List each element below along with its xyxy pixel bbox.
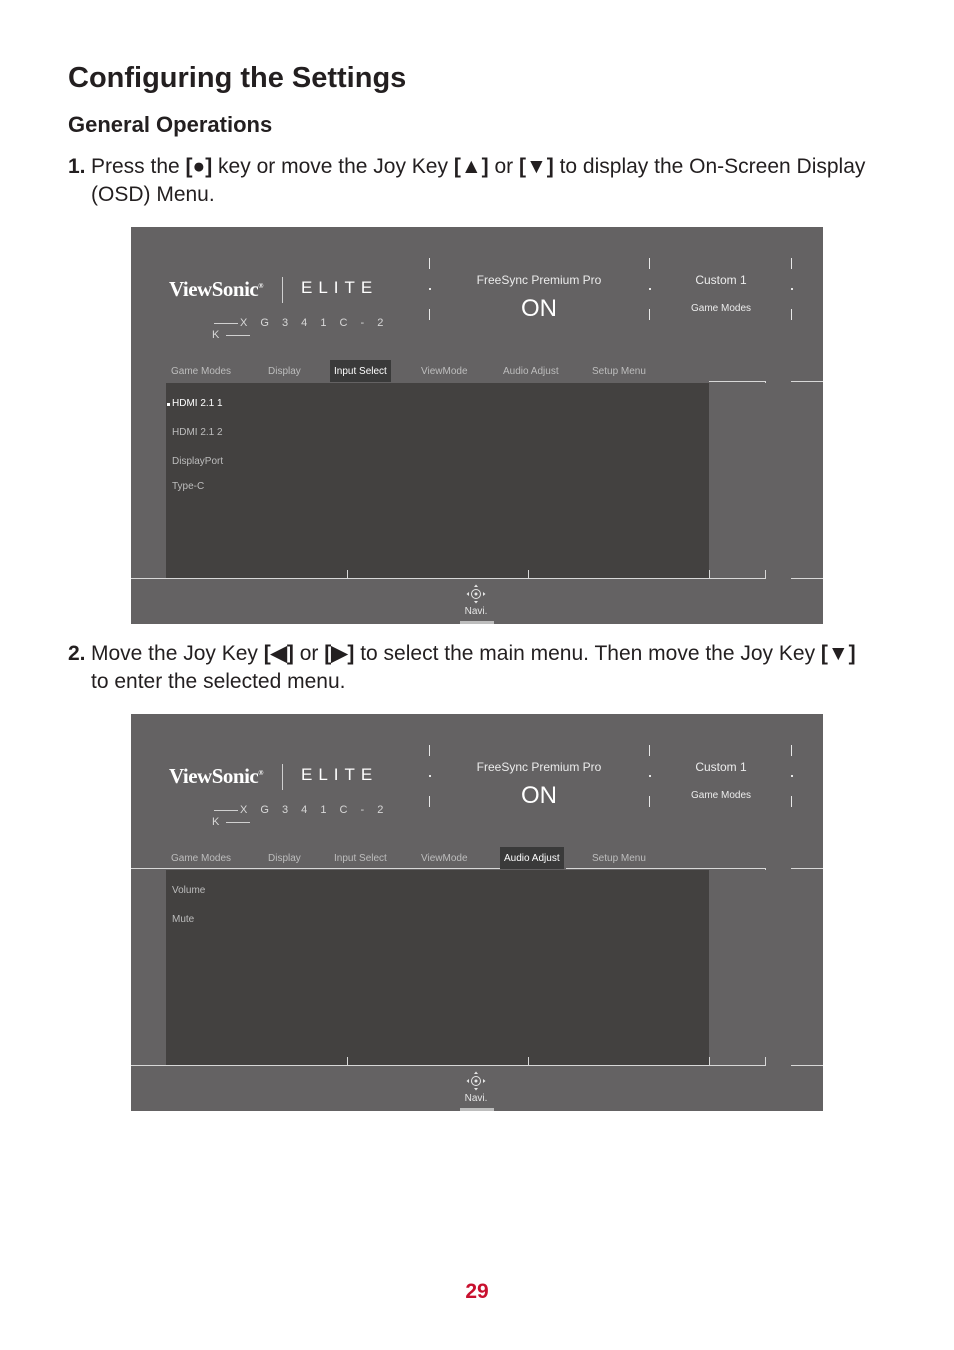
key-up-symbol: [▲] (453, 155, 489, 178)
menu-tick (528, 570, 529, 579)
submenu-side-panel (709, 870, 766, 1065)
step-text-part: Press the (91, 155, 186, 178)
submenu-side-panel (709, 383, 766, 578)
tab-display[interactable]: Display (268, 366, 301, 377)
input-hdmi-2-1-2[interactable]: HDMI 2.1 2 (172, 427, 223, 438)
divider (791, 745, 792, 756)
divider (791, 796, 792, 807)
tab-audio-adjust[interactable]: Audio Adjust (503, 366, 559, 377)
key-right-symbol: [▶] (324, 642, 355, 665)
viewsonic-elite-logo (169, 764, 394, 828)
key-down-symbol: [▼] (820, 642, 856, 665)
tab-audio-adjust[interactable]: Audio Adjust (500, 847, 564, 869)
game-mode-value: Custom 1 (695, 273, 747, 287)
section-title: General Operations (68, 112, 273, 137)
menu-rule (791, 1065, 823, 1066)
page-title: Configuring the Settings (68, 62, 407, 94)
audio-volume[interactable]: Volume (172, 885, 206, 896)
divider-dot (649, 288, 651, 290)
osd-main-menu-tabs (131, 360, 823, 382)
step-text-part: Move the Joy Key (91, 642, 264, 665)
model-number: X G 3 4 1 C - 2 K (212, 804, 394, 828)
key-ok-symbol: [●] (185, 155, 213, 178)
step-text-part: or (293, 642, 325, 665)
menu-rule (709, 381, 766, 382)
step-text-part: key or move the Joy Key (212, 155, 454, 178)
navi-label: Navi. (464, 606, 488, 617)
step-text-part: or (488, 155, 519, 178)
freesync-value: ON (521, 782, 557, 809)
osd-bottom-bar (131, 1067, 823, 1111)
submenu-panel (166, 383, 709, 578)
step-text-part: to enter the selected menu. (91, 670, 346, 693)
model-number: X G 3 4 1 C - 2 K (212, 317, 394, 341)
menu-rule (791, 381, 823, 382)
key-left-symbol: [◀] (263, 642, 294, 665)
menu-rule (791, 868, 823, 869)
divider-dot (429, 775, 431, 777)
page-number: 29 (465, 1280, 489, 1303)
tab-game-modes[interactable]: Game Modes (171, 366, 232, 377)
menu-tick (765, 1057, 766, 1066)
menu-rule (131, 578, 766, 579)
menu-rule (791, 578, 823, 579)
navi-underline (460, 621, 494, 624)
step-text (68, 640, 868, 696)
step-text (68, 153, 868, 209)
step-text-part: to display the On-Screen Display (OSD) Menu. (91, 155, 866, 206)
joystick-navigation-icon (466, 584, 486, 604)
step-text-part: to select the main menu. Then move the Joy Key (354, 642, 821, 665)
input-displayport[interactable]: DisplayPort (172, 456, 224, 467)
osd-screenshot-input-select (131, 227, 823, 624)
step-1 (68, 153, 868, 209)
game-mode-label: Game Modes (690, 303, 752, 314)
input-hdmi-2-1-1[interactable]: HDMI 2.1 1 (172, 398, 223, 409)
freesync-label: FreeSync Premium Pro (476, 273, 602, 287)
tab-input-select[interactable]: Input Select (334, 853, 387, 864)
navi-underline (460, 1108, 494, 1111)
joystick-navigation-icon (466, 1071, 486, 1091)
menu-rule (131, 1065, 766, 1066)
game-mode-value: Custom 1 (695, 760, 747, 774)
tab-input-select[interactable]: Input Select (330, 360, 391, 382)
audio-mute[interactable]: Mute (172, 914, 195, 925)
menu-tick (765, 570, 766, 579)
logo-divider (282, 277, 283, 303)
menu-tick (347, 570, 348, 579)
elite-wordmark: ELITE (301, 278, 379, 297)
input-type-c[interactable]: Type-C (172, 481, 205, 492)
divider (429, 258, 430, 269)
submenu-panel (166, 870, 709, 1065)
game-mode-label: Game Modes (690, 790, 752, 801)
menu-tick (347, 1057, 348, 1066)
tab-game-modes[interactable]: Game Modes (171, 853, 232, 864)
divider (649, 796, 650, 807)
logo-divider (282, 764, 283, 790)
divider (429, 796, 430, 807)
tab-setup-menu[interactable]: Setup Menu (592, 366, 646, 377)
step-number: 1. (68, 155, 86, 178)
tab-setup-menu[interactable]: Setup Menu (592, 853, 646, 864)
divider-dot (791, 775, 793, 777)
freesync-label: FreeSync Premium Pro (476, 760, 602, 774)
divider-dot (429, 288, 431, 290)
divider (649, 745, 650, 756)
divider (649, 258, 650, 269)
osd-bottom-bar (131, 580, 823, 624)
tab-display[interactable]: Display (268, 853, 301, 864)
divider (429, 745, 430, 756)
divider (791, 258, 792, 269)
menu-tick (528, 1057, 529, 1066)
divider-dot (791, 288, 793, 290)
step-2 (68, 640, 868, 696)
tab-viewmode[interactable]: ViewMode (421, 853, 468, 864)
menu-tick (709, 570, 710, 579)
osd-screenshot-audio-adjust (131, 714, 823, 1111)
brand-wordmark: ViewSonic® (169, 764, 263, 788)
elite-wordmark: ELITE (301, 765, 379, 784)
divider (429, 309, 430, 320)
divider (649, 309, 650, 320)
key-down-symbol: [▼] (518, 155, 554, 178)
tab-viewmode[interactable]: ViewMode (421, 366, 468, 377)
brand-wordmark: ViewSonic® (169, 277, 263, 301)
freesync-value: ON (521, 295, 557, 322)
osd-main-menu-tabs (131, 847, 823, 869)
viewsonic-elite-logo (169, 277, 394, 341)
navi-label: Navi. (464, 1093, 488, 1104)
divider-dot (649, 775, 651, 777)
menu-tick (709, 1057, 710, 1066)
menu-rule (566, 868, 766, 869)
step-number: 2. (68, 642, 86, 665)
divider (791, 309, 792, 320)
menu-rule (131, 868, 500, 869)
